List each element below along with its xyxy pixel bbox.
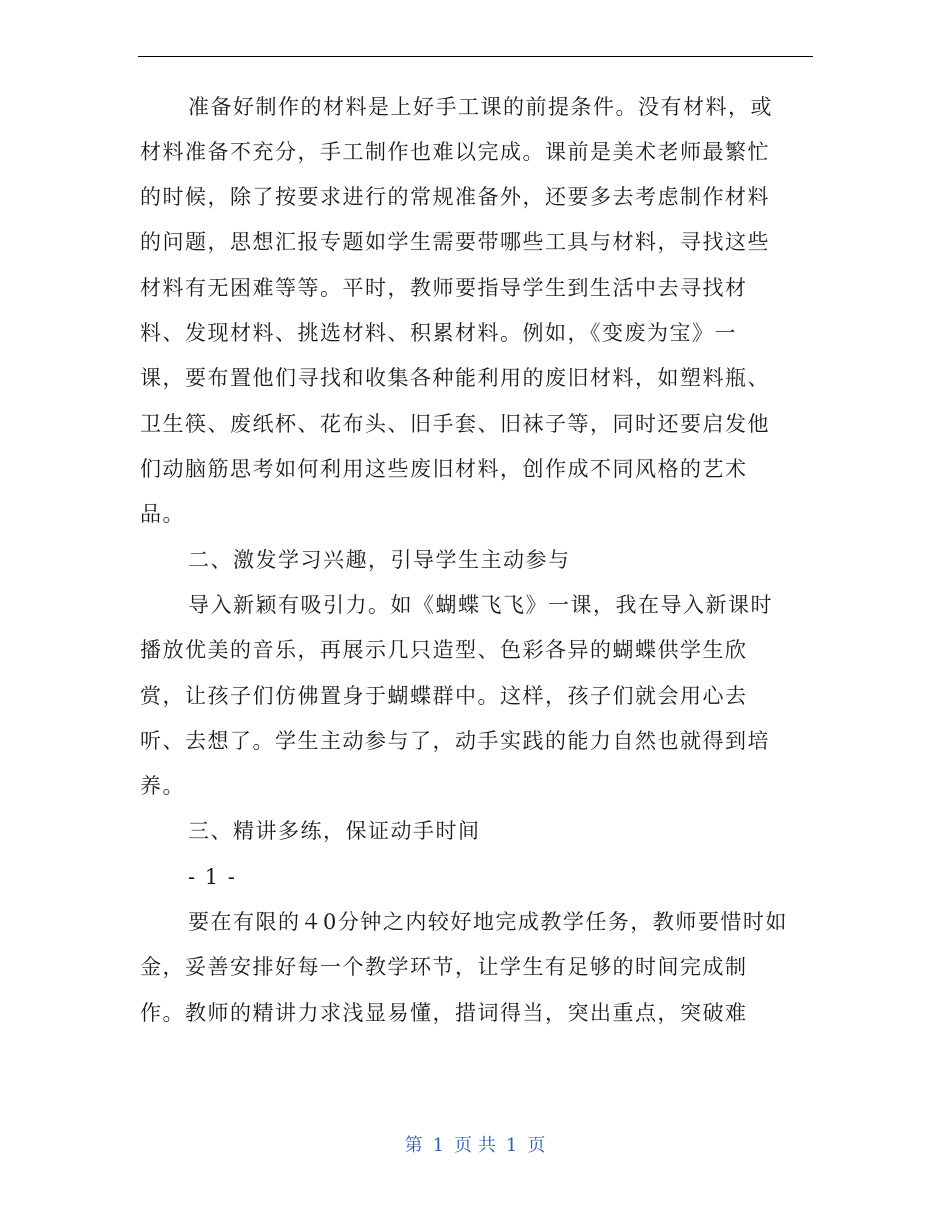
header-rule xyxy=(138,56,813,57)
footer-middle: 页 共 xyxy=(454,1135,496,1156)
footer-current-page: 1 xyxy=(432,1135,445,1156)
paragraph-line: 料、发现材料、挑选材料、积累材料。例如，《变废为宝》一 xyxy=(140,321,737,345)
paragraph-line: 播放优美的音乐，再展示几只造型、色彩各异的蝴蝶供学生欣 xyxy=(140,638,748,662)
paragraph-line: 听、去想了。学生主动参与了，动手实践的能力自然也就得到培 xyxy=(140,729,770,753)
paragraph-line: 的问题，思想汇报专题如学生需要带哪些工具与材料，寻找这些 xyxy=(140,230,770,254)
paragraph-line: 材料有无困难等等。平时，教师要指导学生到生活中去寻找材 xyxy=(140,276,748,300)
paragraph-line: 导入新颖有吸引力。如《蝴蝶飞飞》一课，我在导入新课时 xyxy=(188,593,773,617)
paragraph-line: 要在有限的４0分钟之内较好地完成教学任务，教师要惜时如 xyxy=(188,910,788,934)
paragraph-line: 养。 xyxy=(140,774,185,798)
paragraph-line: 卫生筷、废纸杯、花布头、旧手套、旧袜子等，同时还要启发他 xyxy=(140,412,770,436)
paragraph-line: 品。 xyxy=(140,502,185,526)
paragraph-line: 赏，让孩子们仿佛置身于蝴蝶群中。这样，孩子们就会用心去 xyxy=(140,684,748,708)
paragraph-line: 的时候，除了按要求进行的常规准备外，还要多去考虑制作材料 xyxy=(140,185,770,209)
footer-suffix: 页 xyxy=(527,1135,546,1156)
paragraph-line: 作。教师的精讲力求浅显易懂，措词得当，突出重点，突破难 xyxy=(140,1001,748,1025)
footer-prefix: 第 xyxy=(404,1135,423,1156)
paragraph-line: 课，要布置他们寻找和收集各种能利用的废旧材料，如塑料瓶、 xyxy=(140,366,770,390)
page-footer xyxy=(0,1133,950,1159)
paragraph-line: 们动脑筋思考如何利用这些废旧材料，创作成不同风格的艺术 xyxy=(140,457,748,481)
section-heading: 二、激发学习兴趣，引导学生主动参与 xyxy=(188,548,571,572)
paragraph-line: 准备好制作的材料是上好手工课的前提条件。没有材料，或 xyxy=(188,95,773,119)
paragraph-line: 金，妥善安排好每一个教学环节，让学生有足够的时间完成制 xyxy=(140,955,748,979)
page-number-marker: - 1 - xyxy=(188,865,237,889)
footer-total-pages: 1 xyxy=(505,1135,518,1156)
section-heading: 三、精讲多练，保证动手时间 xyxy=(188,819,481,843)
paragraph-line: 材料准备不充分，手工制作也难以完成。课前是美术老师最繁忙 xyxy=(140,140,770,164)
